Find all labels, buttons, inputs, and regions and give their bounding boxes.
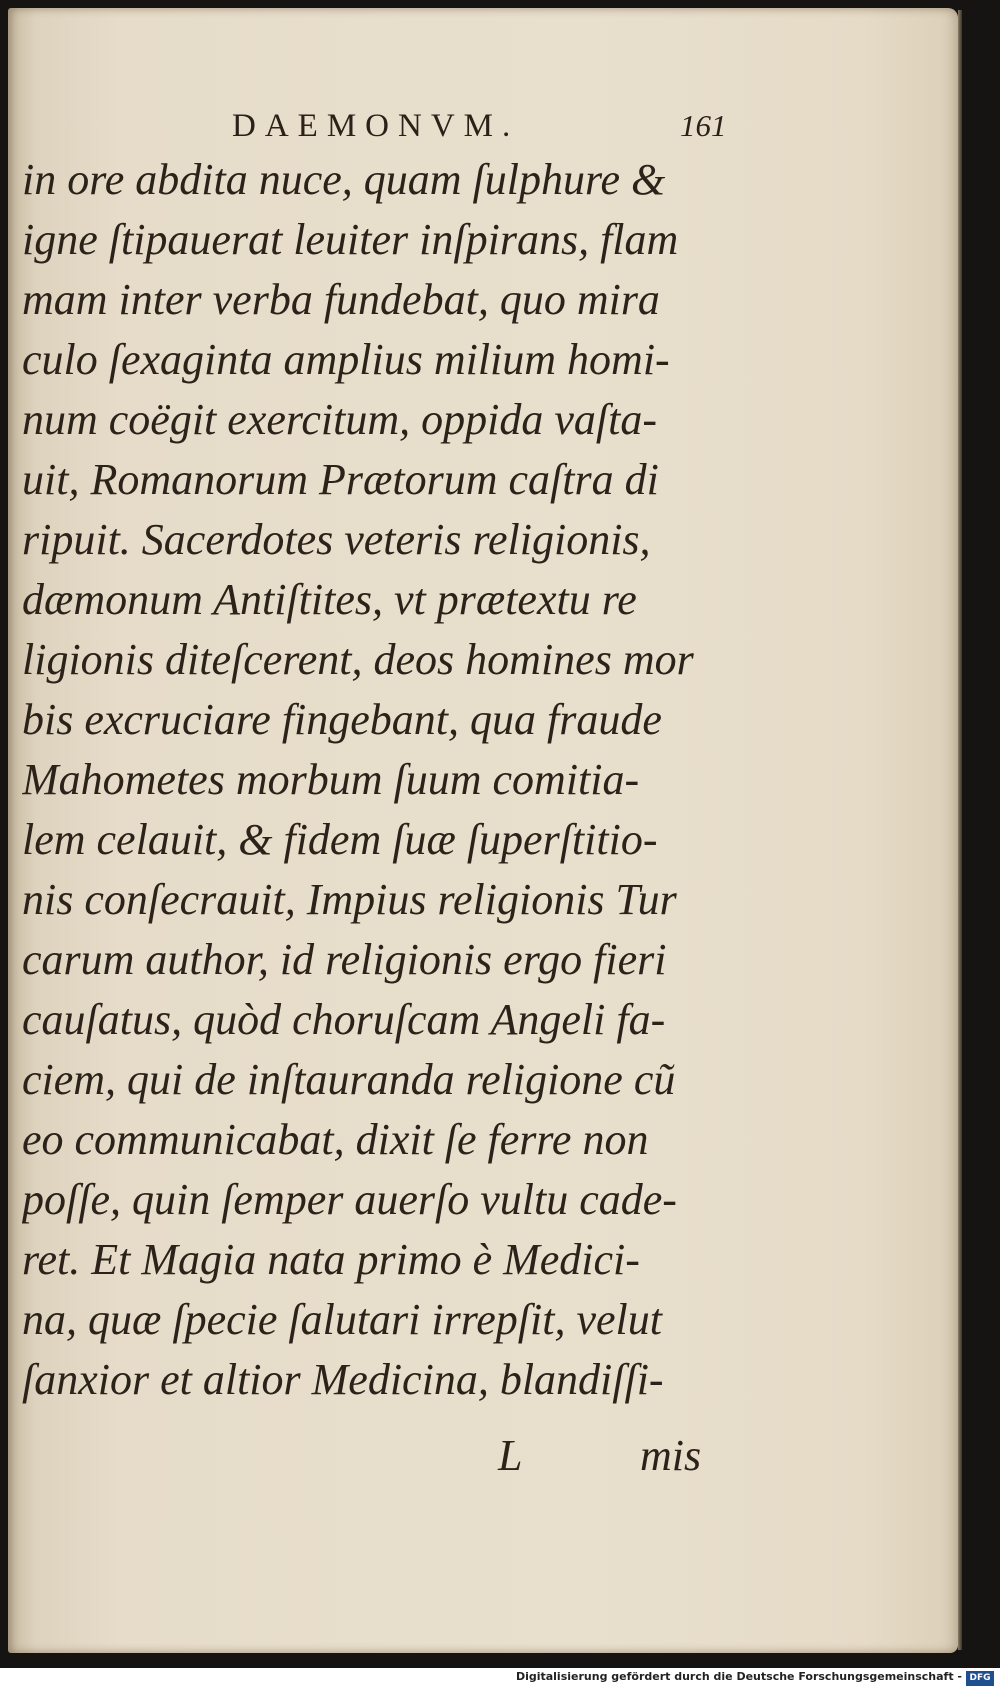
text-line: num coëgit exercitum, oppida vaſta- bbox=[22, 395, 657, 444]
text-line: cauſatus, quòd choruſcam Angeli fa- bbox=[22, 995, 666, 1044]
credit-text: Digitalisierung gefördert durch die Deutsche Forschungsgemeinschaft - bbox=[515, 1670, 962, 1683]
text-line: ciem, qui de inſtauranda religione cũ bbox=[22, 1055, 676, 1104]
credit-bar bbox=[0, 1668, 1000, 1689]
text-line: mam inter verba fundebat, quo mira bbox=[22, 275, 660, 324]
text-line: lem celauit, & fidem ſuæ ſuperſtitio- bbox=[22, 815, 658, 864]
text-line: ligionis diteſcerent, deos homines mor bbox=[22, 635, 694, 684]
text-line: ſanxior et altior Medicina, blandiſſi- bbox=[22, 1355, 664, 1404]
text-line: Mahometes morbum ſuum comitia- bbox=[22, 755, 640, 804]
text-line: bis excruciare fingebant, qua fraude bbox=[22, 695, 662, 744]
dfg-logo: DFG bbox=[966, 1671, 994, 1686]
text-line: ripuit. Sacerdotes veteris religionis, bbox=[22, 515, 651, 564]
text-line: igne ſtipauerat leuiter inſpirans, flam bbox=[22, 215, 679, 264]
page-number: 161 bbox=[680, 108, 727, 143]
text-line: dæmonum Antiſtites, vt prætextu re bbox=[22, 575, 637, 624]
text-line: poſſe, quin ſemper auerſo vultu cade- bbox=[22, 1175, 677, 1224]
signature-mark: L bbox=[498, 1431, 523, 1480]
text-line: ret. Et Magia nata primo è Medici- bbox=[22, 1235, 640, 1284]
text-line: carum author, id religionis ergo fieri bbox=[22, 935, 667, 984]
text-line: na, quæ ſpecie ſalutari irrepſit, velut bbox=[22, 1295, 662, 1344]
running-head bbox=[20, 108, 730, 154]
text-line: nis conſecrauit, Impius religionis Tur bbox=[22, 875, 677, 924]
text-line: culo ſexaginta amplius milium homi- bbox=[22, 335, 670, 384]
running-title: DAEMONVM. bbox=[232, 108, 520, 144]
text-line: eo communicabat, dixit ſe ferre non bbox=[22, 1115, 649, 1164]
text-line: uit, Romanorum Prætorum caſtra di bbox=[22, 455, 659, 504]
page-footer bbox=[20, 1430, 730, 1490]
page-fore-edge bbox=[958, 10, 962, 1650]
catchword: mis bbox=[640, 1431, 702, 1480]
text-line: in ore abdita nuce, quam ſulphure & bbox=[22, 155, 666, 204]
text-block bbox=[22, 150, 722, 1410]
